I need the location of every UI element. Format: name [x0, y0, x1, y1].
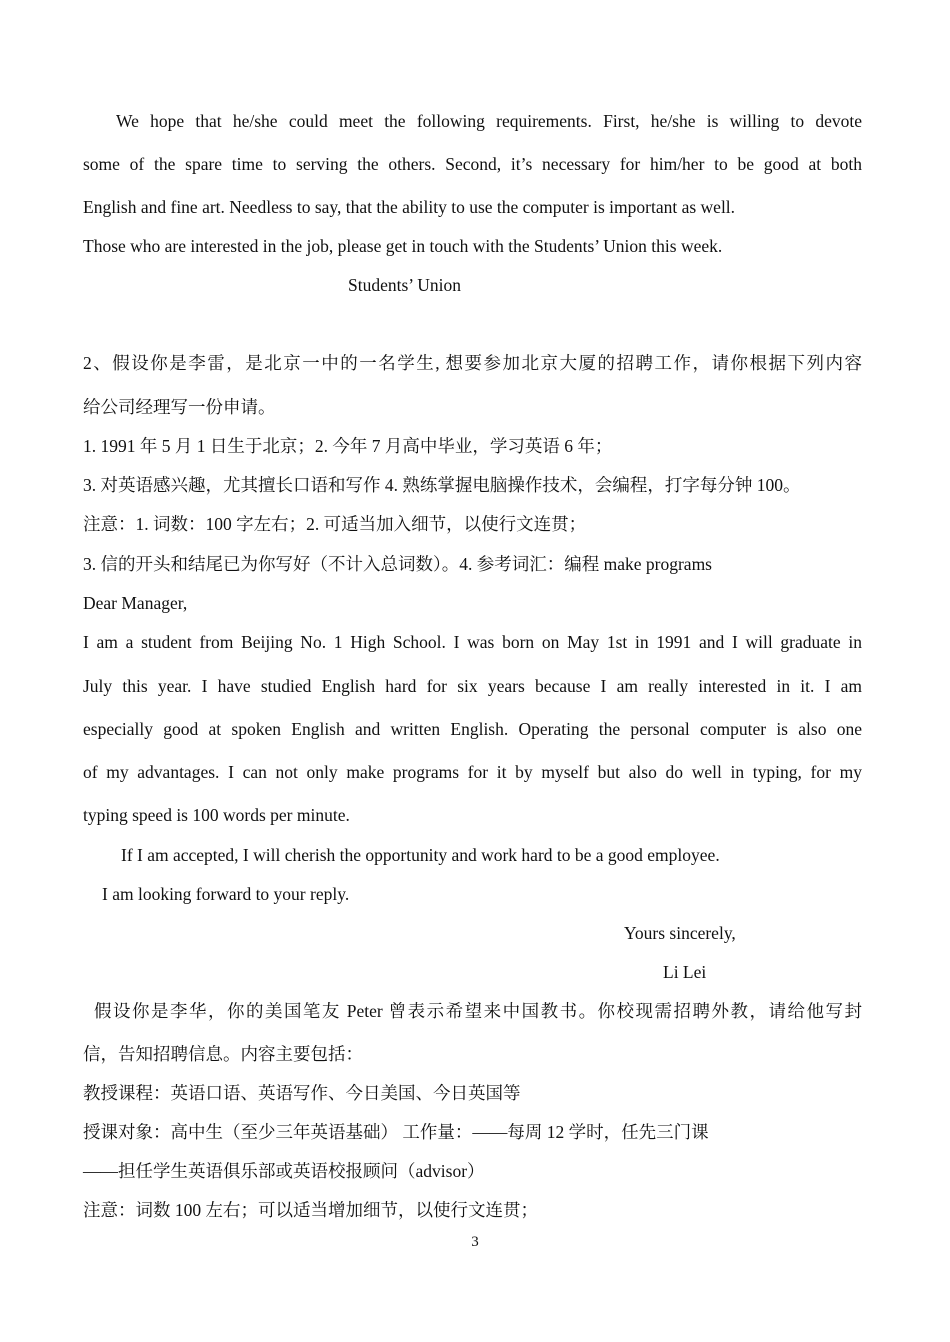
notice-paragraph-line: We hope that he/she could meet the following requirements. First, he/she is willing to devote	[116, 111, 862, 131]
task2-note: 3. 信的开头和结尾已为你写好（不计入总词数）。4. 参考词汇：编程 make programs	[83, 554, 712, 574]
letter-closing: Yours sincerely,	[624, 923, 736, 943]
letter-accepted-line: If I am accepted, I will cherish the opportunity and work hard to be a good employee.	[121, 845, 720, 865]
notice-signature: Students’ Union	[348, 275, 461, 295]
letter-salutation: Dear Manager,	[83, 593, 188, 613]
letter-body-line: especially good at spoken English and written English. Operating the personal computer is also one	[83, 719, 862, 739]
task2-prompt-line: 2、假设你是李雷，是北京一中的一名学生, 想要参加北京大厦的招聘工作，请你根据下列内容	[83, 353, 862, 373]
notice-paragraph-line: English and fine art. Needless to say, that the ability to use the computer is important as well.	[83, 197, 736, 217]
notice-contact-line: Those who are interested in the job, please get in touch with the Students’ Union this week.	[83, 236, 723, 256]
letter-forward-line: I am looking forward to your reply.	[102, 884, 350, 904]
task2-item: 1. 1991 年 5 月 1 日生于北京；2. 今年 7 月高中毕业，学习英语 6 年；	[83, 436, 613, 456]
letter-body-line: I am a student from Beijing No. 1 High School. I was born on May 1st in 1991 and I will graduate in	[83, 632, 862, 652]
task3-prompt-line: 假设你是李华，你的美国笔友 Peter 曾表示希望来中国教书。你校现需招聘外教，请给他写封	[94, 1001, 862, 1021]
task3-note: 注意：词数 100 左右；可以适当增加细节，以使行文连贯；	[83, 1200, 538, 1220]
task2-prompt-line: 给公司经理写一份申请。	[83, 397, 276, 417]
notice-paragraph-line: some of the spare time to serving the others. Second, it’s necessary for him/her to be good at both	[83, 154, 862, 174]
task3-item: ——担任学生英语俱乐部或英语校报顾问（advisor）	[83, 1161, 485, 1181]
letter-body-line: typing speed is 100 words per minute.	[83, 805, 350, 825]
task3-prompt-line: 信，告知招聘信息。内容主要包括：	[83, 1044, 363, 1064]
letter-body-line: of my advantages. I can not only make programs for it by myself but also do well in typing, for my	[83, 762, 862, 782]
task2-item: 3. 对英语感兴趣，尤其擅长口语和写作 4. 熟练掌握电脑操作技术，会编程，打字每分钟 100。	[83, 475, 801, 495]
letter-body-line: July this year. I have studied English hard for six years because I am really interested in it. I am	[83, 676, 862, 696]
page-number: 3	[471, 1234, 479, 1250]
letter-signature-name: Li Lei	[663, 962, 707, 982]
task3-item: 教授课程：英语口语、英语写作、今日美国、今日英国等	[83, 1083, 521, 1103]
task3-item: 授课对象：高中生（至少三年英语基础） 工作量：——每周 12 学时，任先三门课	[83, 1122, 709, 1142]
task2-note: 注意：1. 词数：100 字左右；2. 可适当加入细节，以使行文连贯；	[83, 514, 587, 534]
